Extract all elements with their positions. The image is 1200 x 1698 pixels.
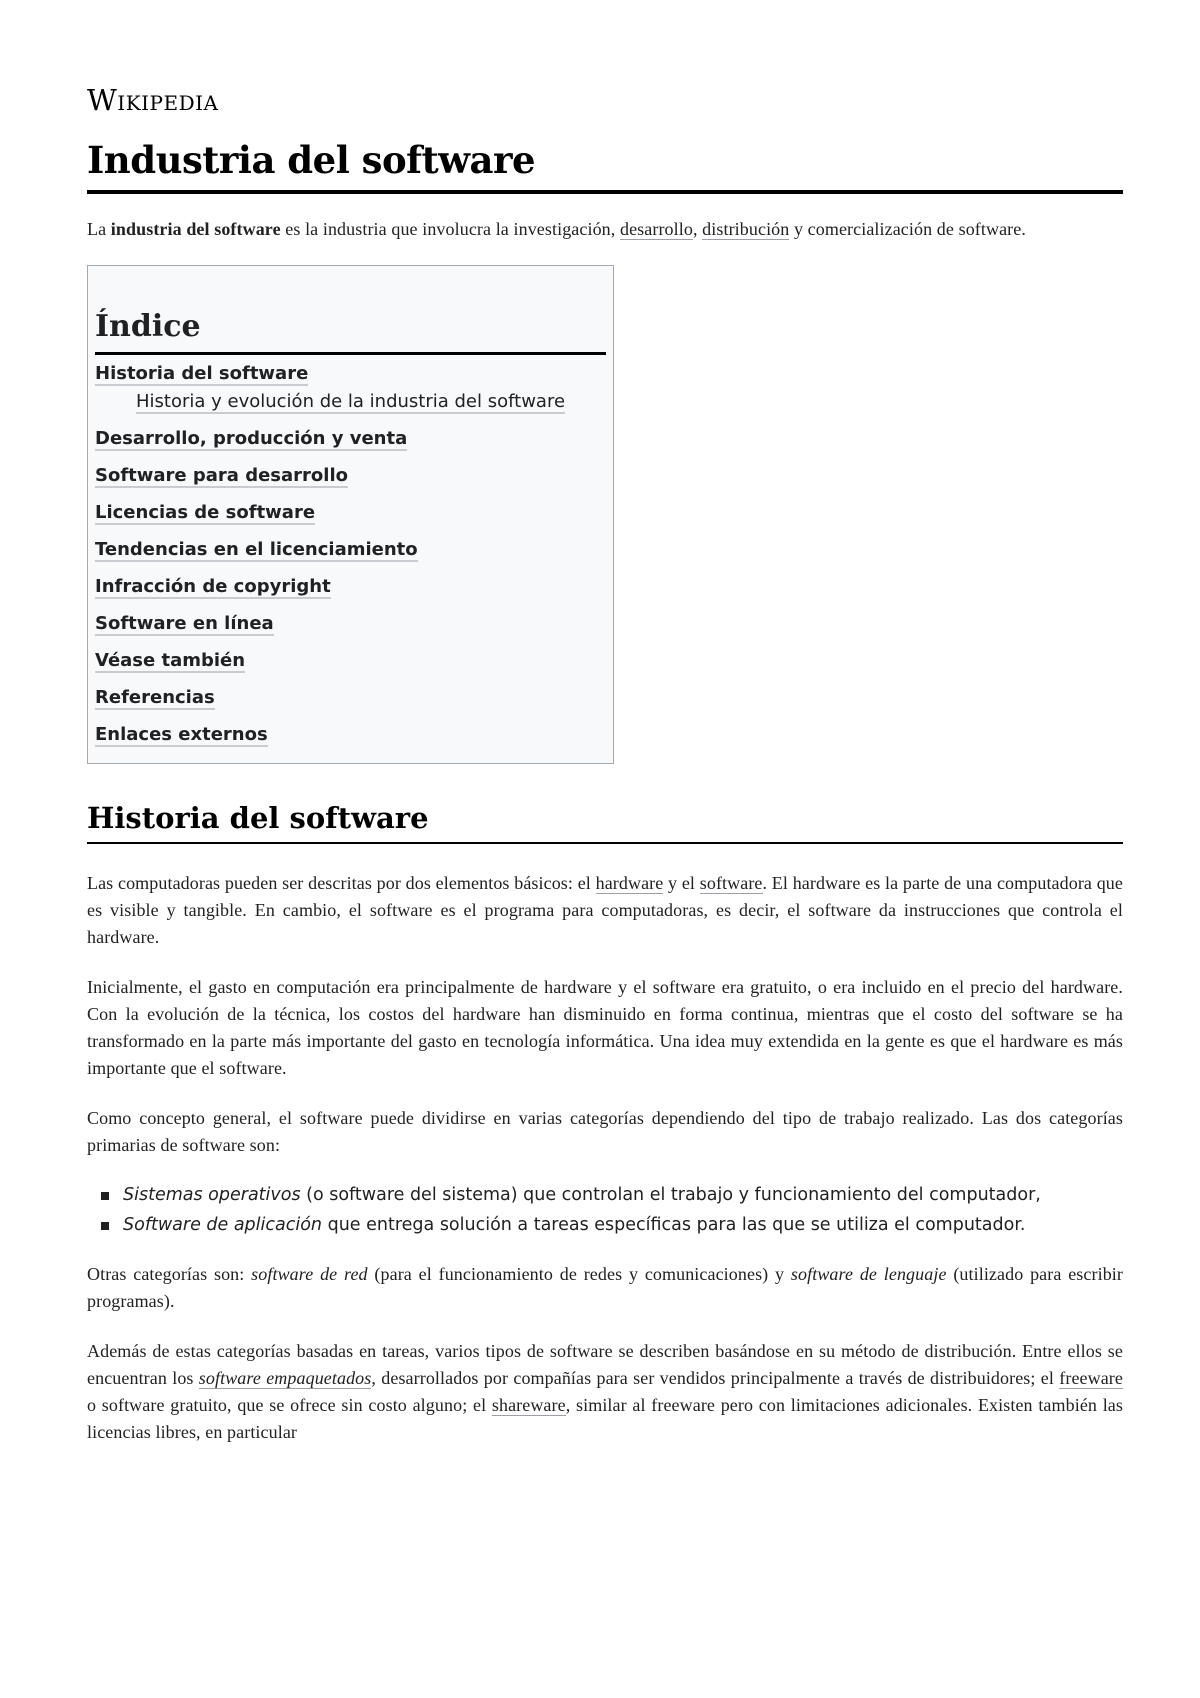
toc-item <box>95 426 606 452</box>
toc-link-referencias[interactable]: Referencias <box>95 687 215 708</box>
wikipedia-logo[interactable]: Wikipedia <box>87 83 219 117</box>
text-run: (utilizado para escribir programas). <box>87 1264 1123 1311</box>
toc-title: Índice <box>95 306 606 355</box>
text-run: y comercialización de software. <box>789 219 1026 239</box>
toc-item <box>95 685 606 711</box>
italic-term: Software de aplicación <box>123 1215 323 1235</box>
toc-item <box>95 500 606 526</box>
toc-link-tendencias[interactable]: Tendencias en el licenciamiento <box>95 539 418 560</box>
section-heading-historia: Historia del software <box>87 798 1123 844</box>
text-run: Además de estas categorías basadas en tareas, varios tipos de software se describen basándose en su método de distribución. Entre ellos se encuentran los <box>87 1341 1123 1388</box>
text-run: (para el funcionamiento de redes y comunicaciones) y <box>367 1264 791 1284</box>
list-item <box>123 1182 1123 1208</box>
toc-item <box>95 574 606 600</box>
toc-link-software-linea[interactable]: Software en línea <box>95 613 274 634</box>
table-of-contents <box>87 265 614 764</box>
toc-link-software-desarrollo[interactable]: Software para desarrollo <box>95 465 348 486</box>
toc-link-enlaces[interactable]: Enlaces externos <box>95 724 268 745</box>
link-freeware[interactable]: freeware <box>1059 1368 1123 1388</box>
toc-list <box>95 361 606 748</box>
paragraph: Inicialmente, el gasto en computación era principalmente de hardware y el software era gratuito, o era incluido en el precio del hardware. Con la evolución de la técnica, los costos del hardware han disminuido en forma continua, mientras que el costo del software se ha transformado en la parte más importante del gasto en tecnología informática. Una idea muy extendida en la gente es que el hardware es más importante que el software. <box>87 977 1123 1078</box>
page-title: Industria del software <box>87 134 1123 194</box>
toc-item <box>95 537 606 563</box>
intro-paragraph <box>87 216 1123 243</box>
text-run: , similar al freeware pero con limitaciones adicionales. Existen también las licencias libres, en particular <box>87 1395 1123 1442</box>
toc-item <box>95 648 606 674</box>
toc-item <box>95 722 606 748</box>
link-shareware[interactable]: shareware <box>491 1395 566 1415</box>
link-software-empaquetados[interactable] <box>199 1368 372 1389</box>
italic-term: software de lenguaje <box>790 1264 947 1284</box>
italic-term: software de red <box>251 1264 368 1284</box>
text-run: que entrega solución a tareas específicas para las que se utiliza el computador. <box>322 1215 1026 1235</box>
text-run: Las computadoras pueden ser descritas por dos elementos básicos: el <box>87 873 596 893</box>
toc-item <box>95 361 606 415</box>
toc-sublist <box>95 389 606 415</box>
paragraph <box>87 870 1123 951</box>
category-list <box>87 1182 1123 1238</box>
link-desarrollo[interactable]: desarrollo <box>619 219 693 239</box>
toc-item <box>95 463 606 489</box>
text-run: . El hardware es la parte de una computadora que es visible y tangible. En cambio, el software es el programa para computadoras, es decir, el software da instrucciones que controla el hardware. <box>87 873 1123 947</box>
link-software[interactable]: software <box>699 873 763 893</box>
text-run: La <box>87 219 111 239</box>
toc-link-licencias[interactable]: Licencias de software <box>95 502 316 523</box>
text-run: , <box>692 219 703 239</box>
paragraph: Como concepto general, el software puede dividirse en varias categorías dependiendo del tipo de trabajo realizado. Las dos categorías primarias de software son: <box>87 1108 1123 1155</box>
text-run: Otras categorías son: <box>87 1264 252 1284</box>
italic-term: Sistemas operativos <box>123 1185 301 1205</box>
toc-link-historia-evolucion[interactable]: Historia y evolución de la industria del software <box>136 391 566 412</box>
list-item <box>123 1212 1123 1238</box>
text-run: , desarrollados por compañías para ser vendidos principalmente a través de distribuidores; el <box>371 1368 1060 1388</box>
toc-link-vease[interactable]: Véase también <box>95 650 246 671</box>
article-page <box>87 80 1123 1446</box>
link-distribucion[interactable]: distribución <box>702 219 790 239</box>
link-hardware[interactable]: hardware <box>595 873 664 893</box>
toc-link-desarrollo[interactable]: Desarrollo, producción y venta <box>95 428 408 449</box>
paragraph <box>87 1261 1123 1315</box>
text-run: es la industria que involucra la investigación, <box>280 219 620 239</box>
toc-link-historia[interactable]: Historia del software <box>95 363 309 384</box>
italic-term: software empaquetados <box>198 1368 372 1388</box>
bold-term: industria del software <box>110 219 281 239</box>
toc-link-infraccion[interactable]: Infracción de copyright <box>95 576 331 597</box>
text-run: y el <box>663 873 700 893</box>
paragraph <box>87 1338 1123 1446</box>
text-run: o software gratuito, que se ofrece sin costo alguno; el <box>87 1395 492 1415</box>
toc-subitem <box>136 389 606 415</box>
text-run: (o software del sistema) que controlan el trabajo y funcionamiento del computador, <box>300 1185 1041 1205</box>
toc-item <box>95 611 606 637</box>
